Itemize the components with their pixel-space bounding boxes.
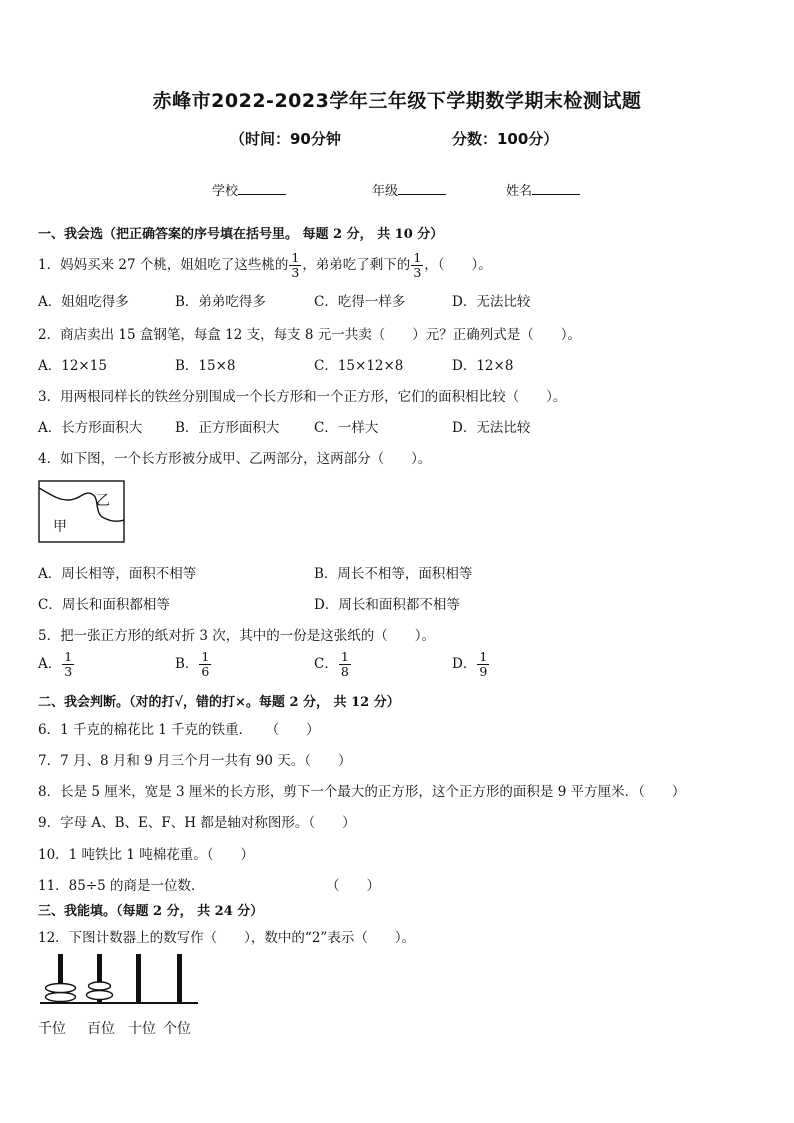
q5-option-c: C． $\frac{1}{8}$: [314, 649, 349, 679]
question-10: 10．1 吨铁比 1 吨棉花重。（ ）: [38, 847, 254, 863]
question-1: [38, 248, 492, 282]
q3-option-d: D．无法比较: [452, 420, 531, 436]
section1-heading: 一、我会选（把正确答案的序号填在括号里。 每题 2 分， 共 10 分）: [38, 227, 444, 242]
name-label: 姓名: [506, 184, 533, 199]
abacus-label-tens: 十位: [128, 1021, 156, 1037]
q4-label-jia: 甲: [53, 519, 67, 535]
abacus-rod-tens: [136, 954, 141, 1002]
q2-option-b: B．15×8: [175, 358, 236, 374]
question-12: 12．下图计数器上的数写作（ ），数中的“2”表示（ ）。: [38, 930, 416, 946]
section2-heading: 二、我会判断。（对的打√，错的打×。每题 2 分， 共 12 分）: [38, 695, 400, 710]
question-6: 6．1 千克的棉花比 1 千克的铁重． （ ）: [38, 722, 320, 738]
grade-label: 年级: [372, 184, 399, 199]
question-8: 8．长是 5 厘米，宽是 3 厘米的长方形，剪下一个最大的正方形，这个正方形的面积是 9 平方厘米．（ ）: [38, 784, 686, 800]
exam-time: （时间：90分钟: [230, 130, 341, 148]
section3-heading: 三、我能填。（每题 2 分， 共 24 分）: [38, 904, 264, 919]
q1-text-b: ，弟弟吃了剩下的: [302, 257, 411, 273]
q1-text-a: 1．妈妈买来 27 个桃，姐姐吃了这些桃的: [38, 257, 289, 273]
question-4: 4．如下图，一个长方形被分成甲、乙两部分，这两部分（ ）。: [38, 451, 432, 467]
abacus-bead: [87, 991, 113, 1000]
grade-blank: [398, 182, 446, 195]
abacus-bead: [89, 982, 111, 990]
q5-option-b: B． $\frac{1}{6}$: [175, 649, 210, 679]
q3-option-b: B．正方形面积大: [175, 420, 280, 436]
question-11: 11．85÷5 的商是一位数． （ ）: [38, 878, 381, 894]
q4-dividing-curve: [39, 488, 124, 521]
school-field: [212, 180, 286, 199]
q4-option-b: B．周长不相等，面积相等: [314, 566, 473, 582]
q1-option-a: A．姐姐吃得多: [38, 294, 129, 310]
abacus-bead: [46, 993, 76, 1002]
question-5: 5．把一张正方形的纸对折 3 次，其中的一份是这张纸的（ ）。: [38, 628, 436, 644]
q2-option-c: C．15×12×8: [314, 358, 404, 374]
q3-option-c: C．一样大: [314, 420, 379, 436]
q3-option-a: A．长方形面积大: [38, 420, 143, 436]
school-label: 学校: [212, 184, 239, 199]
q2-option-d: D．12×8: [452, 358, 514, 374]
q1-option-d: D．无法比较: [452, 294, 531, 310]
abacus-figure: [38, 950, 202, 1008]
question-3: 3．用两根同样长的铁丝分别围成一个长方形和一个正方形，它们的面积相比较（ ）。: [38, 389, 567, 405]
name-field: [506, 180, 580, 199]
q1-fraction-1: $\frac{1}{3}$: [291, 250, 300, 280]
q4-option-d: D．周长和面积都不相等: [314, 597, 460, 613]
exam-score: 分数：100分）: [452, 130, 559, 148]
q1-fraction-2: $\frac{1}{3}$: [413, 250, 422, 280]
q1-text-c: ，（ ）。: [424, 257, 492, 273]
school-blank: [238, 182, 286, 195]
q5-option-a: A． $\frac{1}{3}$: [38, 649, 73, 679]
abacus-label-hundreds: 百位: [87, 1021, 115, 1037]
abacus-rod-ones: [177, 954, 182, 1002]
abacus-bead: [46, 984, 76, 993]
q4-option-c: C．周长和面积都相等: [38, 597, 170, 613]
question-9: 9．字母 A、B、E、F、H 都是轴对称图形。（ ）: [38, 815, 356, 831]
q2-option-a: A．12×15: [38, 358, 107, 374]
question-7: 7．7 月、8 月和 9 月三个月一共有 90 天。（ ）: [38, 753, 352, 769]
q5-option-d: D． $\frac{1}{9}$: [452, 649, 488, 679]
name-blank: [532, 182, 580, 195]
q4-option-a: A．周长相等，面积不相等: [38, 566, 197, 582]
q4-rectangle-figure: [38, 480, 126, 544]
question-2: 2．商店卖出 15 盒钢笔，每盒 12 支，每支 8 元一共卖（ ）元？正确列式是（ ）。: [38, 327, 582, 343]
exam-title: 赤峰市2022-2023学年三年级下学期数学期末检测试题: [152, 90, 642, 112]
grade-field: [372, 180, 446, 199]
abacus-label-ones: 个位: [163, 1021, 191, 1037]
abacus-label-thousands: 千位: [38, 1021, 66, 1037]
q1-option-b: B．弟弟吃得多: [175, 294, 266, 310]
q1-option-c: C．吃得一样多: [314, 294, 406, 310]
q4-label-yi: 乙: [96, 493, 110, 509]
